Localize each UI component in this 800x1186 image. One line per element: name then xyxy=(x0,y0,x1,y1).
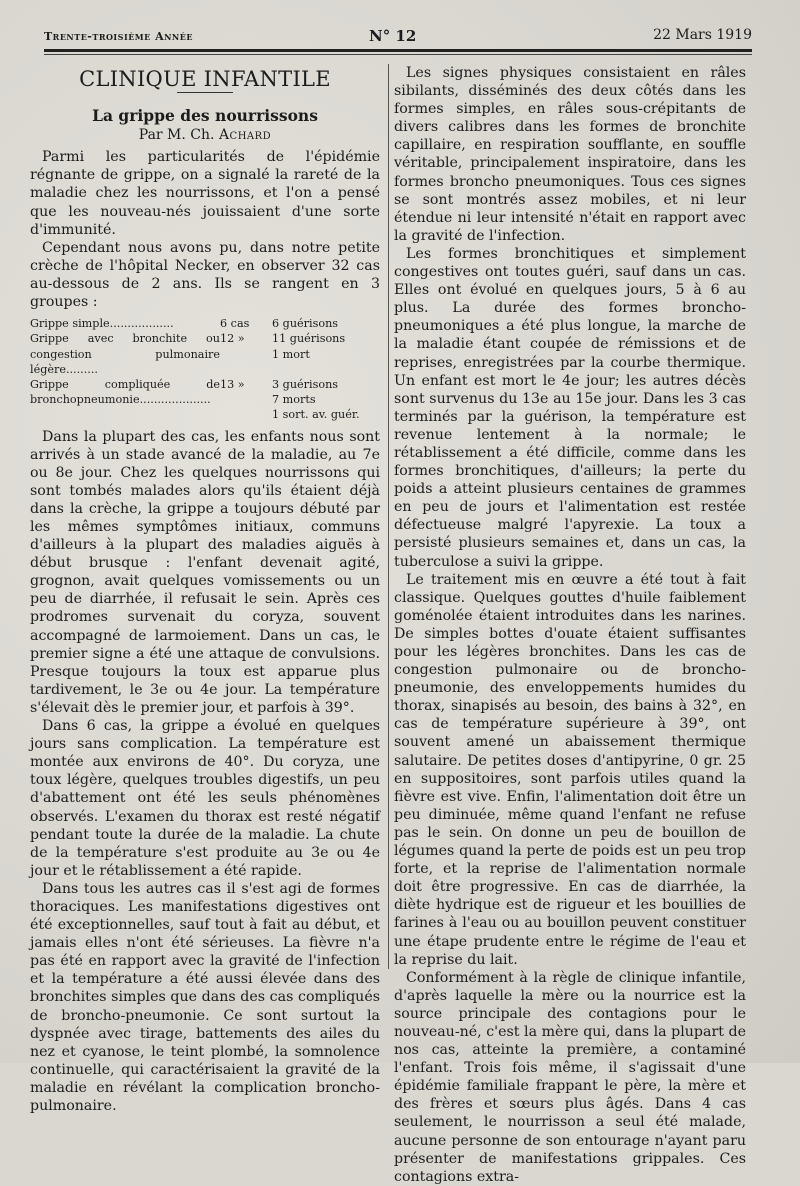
case-result-line: 11 guérisons xyxy=(272,332,346,346)
case-result-line: 1 sort. av. guér. xyxy=(272,408,360,422)
case-table xyxy=(30,316,380,422)
byline-prefix: Par M. Ch. xyxy=(138,127,215,144)
volume-label: Trente-troisième Année xyxy=(44,30,193,43)
case-result xyxy=(272,316,380,331)
article-title: La grippe des nourrissons xyxy=(92,106,318,126)
header-rule-thin xyxy=(44,54,752,55)
paragraph: Dans la plupart des cas, les enfants nous sont arrivés à un stade avancé de la maladie, au 7e ou 8e jour. Chez les quelques nourrissons qui sont tombés malades alors qu'ils étaient déjà dans la crèche, la grippe a toujours débuté par les mêmes symptômes initiaux, communs d'ailleurs à la plupart des maladies aiguës à début brusque : l'enfant devenait agité, grognon, avait quelques vomissements ou un peu de diarrhée, il refusait le sein. Après ces prodromes survenait du coryza, souvent accompagné de larmoiement. Dans un cas, le premier signe a été une attaque de convulsions. Presque toujours la toux est apparue plus tardivement, le 3e ou 4e jour. La température s'élevait dès le premier jour, et parfois à 39°. xyxy=(30,428,380,716)
case-result xyxy=(272,377,380,423)
case-count: 13 » xyxy=(220,377,245,391)
issue-date: 22 Mars 1919 xyxy=(653,27,752,43)
header-rule-thick xyxy=(44,49,752,52)
paragraph: Dans tous les autres cas il s'est agi de formes thoraciques. Les manifestations digestives ont été exceptionnelles, sauf tout à fait au début, et jamais elles n'ont été sérieuses. La fièvre n'a pas été en rapport avec la gravité de l'infection et la température a été aussi élevée dans des bronchites simples que dans des cas compliqués de broncho-pneumonie. Ce sont surtout la dyspnée avec tirage, battements des ailes du nez et cyanose, le teint plombé, la somnolence continuelle, qui caractérisaient la gravité de la maladie en révélant la complication broncho-pulmonaire. xyxy=(30,880,380,1115)
case-result-line: 1 mort xyxy=(272,347,310,361)
paragraph: Conformément à la règle de clinique infantile, d'après laquelle la mère ou la nourrice est la source principale des contagions pour le nouveau-né, c'est la mère qui, dans la plupart de nos cas, atteinte la première, a contaminé l'enfant. Trois fois même, il s'agissait d'une épidémie familiale frappant le père, la mère et des frères et sœurs plus âgés. Dans 4 cas seulement, le nourrisson a seul été malade, aucune personne de son entourage n'ayant paru présenter de manifestations grippales. Ces contagions extra- xyxy=(394,969,746,1185)
case-result-line: 6 guérisons xyxy=(272,317,339,331)
right-column xyxy=(394,64,746,1186)
byline-author: Achard xyxy=(218,127,272,144)
paragraph: Les formes bronchitiques et simplement congestives ont toutes guéri, sauf dans un cas. Elles ont évolué en quelques jours, 5 à 6 au plus. La durée des formes broncho-pneumoniques a été plus longue, la marche de la maladie étant coupée de rémissions et de reprises, enregistrées par la courbe thermique. Un enfant est mort le 4e jour; les autres décès sont survenus du 13e au 15e jour. Dans les 3 cas terminés par la guérison, la température est revenue lentement à la normale; le rétablissement a été difficile, comme dans les formes bronchitiques, d'ailleurs; la perte du poids a atteint plusieurs centaines de grammes en peu de jours et l'alimentation est restée défectueuse malgré l'apyrexie. La toux a persisté plusieurs semaines et, dans un cas, la tuberculose a suivi la grippe. xyxy=(394,245,746,570)
case-result-line: 7 morts xyxy=(272,393,316,407)
paragraph: Parmi les particularités de l'épidémie régnante de grippe, on a signalé la rareté de la maladie chez les nourrissons, et l'on a pensé que les nouveau-nés jouissaient d'une sorte d'immunité. xyxy=(30,149,380,238)
column-divider xyxy=(388,64,389,969)
page-header xyxy=(44,26,752,48)
case-count: 6 cas xyxy=(220,317,250,331)
left-column xyxy=(30,64,380,1115)
table-row xyxy=(30,316,380,331)
case-result-line: 3 guérisons xyxy=(272,377,339,391)
case-group: Grippe simple.................. xyxy=(30,317,174,331)
section-title: CLINIQUE INFANTILE xyxy=(79,67,331,91)
case-result xyxy=(272,331,380,377)
case-count: 12 » xyxy=(220,332,245,346)
article-byline xyxy=(30,126,380,144)
paragraph: Dans 6 cas, la grippe a évolué en quelques jours sans complication. La température est montée aux environs de 40°. Du coryza, une toux légère, quelques troubles digestifs, un peu d'abattement ont été les seuls phénomènes observés. L'examen du thorax est resté négatif pendant toute la durée de la maladie. La chute de la température s'est produite au 3e ou 4e jour et le rétablissement a été rapide. xyxy=(30,718,380,879)
paragraph: Les signes physiques consistaient en râles sibilants, disséminés des deux côtés dans les formes simples, en râles sous-crépitants de divers calibres dans les formes de bronchite capillaire, en respiration soufflante, en souffle véritable, principalement inspiratoire, dans les formes broncho pneumoniques. Tous ces signes se sont montrés assez mobiles, et ni leur étendue ni leur intensité n'était en rapport avec la gravité de l'infection. xyxy=(394,65,746,244)
issue-number: N° 12 xyxy=(369,27,417,45)
case-group: Grippe compliquée de bronchopneumonie.................... xyxy=(30,377,220,407)
section-title-rule xyxy=(177,92,233,93)
table-row xyxy=(30,377,380,423)
case-group: Grippe avec bronchite ou congestion pulmonaire légère......... xyxy=(30,332,220,376)
paragraph: Le traitement mis en œuvre a été tout à fait classique. Quelques gouttes d'huile faiblement goménolée étaient introduites dans les narines. De simples bottes d'ouate étaient suffisantes pour les légères bronchites. Dans les cas de congestion pulmonaire ou de broncho-pneumonie, des enveloppements humides du thorax, sinapisés au besoin, des bains à 32°, en cas de température supérieure à 39°, ont souvent amené un abaissement thermique salutaire. De petites doses d'antipyrine, 0 gr. 25 en suppositoires, sont parfois utiles quand la fièvre est vive. Enfin, l'alimentation doit être un peu diminuée, même quand l'enfant ne refuse pas le sein. On donne un peu de bouillon de légumes quand la perte de poids est un peu trop forte, et la reprise de l'alimentation normale doit être progressive. En cas de diarrhée, la diète hydrique est de rigueur et les bouillies de farines à l'eau ou au bouillon peuvent constituer une étape prudente entre le régime de l'eau et la reprise du lait. xyxy=(394,571,746,968)
paragraph: Cependant nous avons pu, dans notre petite crèche de l'hôpital Necker, en observer 32 cas au-dessous de 2 ans. Ils se rangent en 3 groupes : xyxy=(30,239,380,311)
table-row xyxy=(30,331,380,377)
